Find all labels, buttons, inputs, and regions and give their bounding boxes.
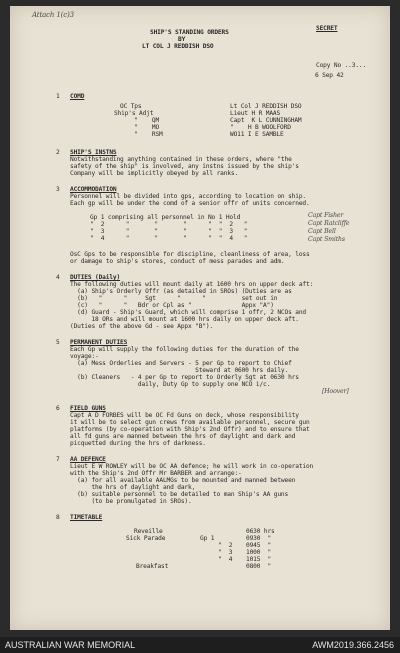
officer-name: Lt Col J REDDISH DSO (230, 103, 302, 110)
body-line: all fd guns are manned between the hrs of daylight and dark and (70, 433, 296, 440)
body-line: (Duties of the above Gd - see Appx "B"). (70, 323, 214, 330)
body-line: Capt A D FORBES will be OC Fd Guns on deck, whose responsibility (70, 412, 299, 419)
body-line: (a) Ship's Orderly Offr (as detailed in SROs) (Duties are as (70, 288, 292, 295)
officer-name: WO11 I E SAMBLE (230, 131, 284, 138)
group-line: " 2 " " " " " 2 " (90, 221, 248, 228)
section-heading: SHIP'S INSTNS (70, 149, 117, 156)
group-line: Gp 1 comprising all personnel in No 1 Hold (90, 214, 241, 221)
body-line: (to be promulgated in SROs). (70, 498, 192, 505)
section-number: 4 (56, 274, 60, 281)
body-line: it will be to select gun crews from available personnel, secure gun (70, 419, 310, 426)
officer-name: " H B WOOLFORD (230, 124, 291, 131)
role-label: " QM (134, 117, 160, 124)
body-line: (b) " " Sgt " " set out in (70, 295, 278, 302)
section-number: 7 (56, 456, 60, 463)
body-line: The following duties will mount daily at 1600 hrs on upper deck aft: (70, 281, 314, 288)
body-line: Steward at 0600 hrs daily. (70, 367, 289, 374)
body-line: voyage:- (70, 353, 99, 360)
footer-reference: AWM2019.366.2456 (312, 640, 394, 650)
archive-footer (0, 637, 400, 653)
section-heading: FIELD GUNS (70, 405, 106, 412)
body-line: (c) " " Bdr or Cpl as " Appx "A") (70, 302, 274, 309)
timetable-label: Sick Parade (126, 535, 166, 542)
body-line: (b) suitable personnel to be detailed to man Ship's AA guns (70, 491, 289, 498)
timetable-group: " 2 (218, 542, 233, 549)
body-line: (a) for all available AALMGs to be mounted and manned between (70, 477, 296, 484)
body-line: or damage to ship's stores, conduct of mess parades and adm. (70, 258, 285, 265)
section-heading: AA DEFENCE (70, 456, 106, 463)
body-line: Lieut E W ROWLEY will be OC AA defence; he will work in co-operation (70, 463, 314, 470)
document-page (10, 6, 390, 630)
timetable-time: 0945 " (246, 542, 272, 549)
body-line: 18 ORs and will mount at 1600 hrs daily on upper deck aft. (70, 316, 299, 323)
section-number: 5 (56, 339, 60, 346)
title-by: BY (178, 36, 186, 43)
section-heading: ACCOMMODATION (70, 186, 117, 193)
body-line: (b) Cleaners - 4 per Gp to report to Orderly Sgt at 0630 hrs (70, 374, 299, 381)
officer-name: Lieut H R MAAS (230, 110, 281, 117)
role-label: Ship's Adjt (114, 110, 154, 117)
body-line: OsC Gps to be responsible for discipline, cleanliness of area, loss (70, 251, 310, 258)
body-line: Personnel will be divided into gps, according to location on ship. (70, 193, 306, 200)
body-line: safety of the ship" is involved, any instns issued by the ship's (70, 163, 299, 170)
timetable-label: Reveille (134, 528, 163, 535)
body-line: picquetted during the hrs of darkness. (70, 440, 206, 447)
handwritten-name: Capt Ratcliffe (308, 220, 350, 227)
handwritten-note: [Hoover] (322, 388, 349, 395)
timetable-group: " 4 (218, 556, 233, 563)
officer-name: Capt K L CUNNINGHAM (230, 117, 302, 124)
body-line: with the Ship's 2nd Offr Mr BARBER and arrange:- (70, 470, 242, 477)
role-label: OC Tps (120, 103, 142, 110)
role-label: " RSM (134, 131, 163, 138)
document-title: SHIP'S STANDING ORDERS (150, 29, 229, 36)
body-line: Notwithstanding anything contained in these orders, where "the (70, 156, 292, 163)
body-line: (d) Guard - Ship's Guard, which will comprise 1 offr, 2 NCOs and (70, 309, 306, 316)
section-number: 1 (56, 93, 60, 100)
section-number: 2 (56, 149, 60, 156)
timetable-time: 0630 hrs (246, 528, 275, 535)
title-author: LT COL J REDDISH DSO (142, 43, 214, 50)
body-line: Company will be implicitly obeyed by all ranks. (70, 170, 239, 177)
footer-source: AUSTRALIAN WAR MEMORIAL (5, 640, 136, 650)
copy-number: Copy No ..3... (316, 62, 367, 69)
timetable-label: Breakfast (136, 563, 169, 570)
timetable-group: " 3 (218, 549, 233, 556)
body-line: (a) Mess Orderlies and Servers - 5 per Gp to report to Chief (70, 360, 292, 367)
handwritten-annotation: Attach 1(c)3 (32, 11, 74, 19)
body-line: Each gp will be under the comd of a senior offr of units concerned. (70, 200, 310, 207)
section-heading: DUTIES (Daily) (70, 274, 121, 281)
body-line: daily, Duty Gp to supply one NCO i/c. (70, 381, 271, 388)
group-line: " 4 " " " " " 4 " (90, 235, 248, 242)
handwritten-name: Capt Bell (308, 228, 336, 235)
section-number: 3 (56, 186, 60, 193)
timetable-group: Gp 1 (200, 535, 215, 542)
body-line: platforms (by co-operation with Ship's 2nd Offr) and to ensure that (70, 426, 310, 433)
section-number: 8 (56, 514, 60, 521)
document-date: 6 Sep 42 (315, 72, 344, 79)
timetable-time: 0800 " (246, 563, 272, 570)
body-line: the hrs of daylight and dark, (70, 484, 196, 491)
handwritten-name: Capt Smiths (308, 236, 345, 243)
section-heading: PERMANENT DUTIES (70, 339, 128, 346)
timetable-time: 1000 " (246, 549, 272, 556)
group-line: " 3 " " " " " 3 " (90, 228, 248, 235)
classification-label: SECRET (316, 25, 338, 32)
body-line: Each Gp will supply the following duties for the duration of the (70, 346, 299, 353)
timetable-time: 1015 " (246, 556, 272, 563)
section-heading: COMD (70, 93, 85, 100)
role-label: " MO (134, 124, 160, 131)
timetable-time: 0930 " (246, 535, 272, 542)
section-heading: TIMETABLE (70, 514, 103, 521)
handwritten-name: Capt Fisher (308, 212, 344, 219)
section-number: 6 (56, 405, 60, 412)
